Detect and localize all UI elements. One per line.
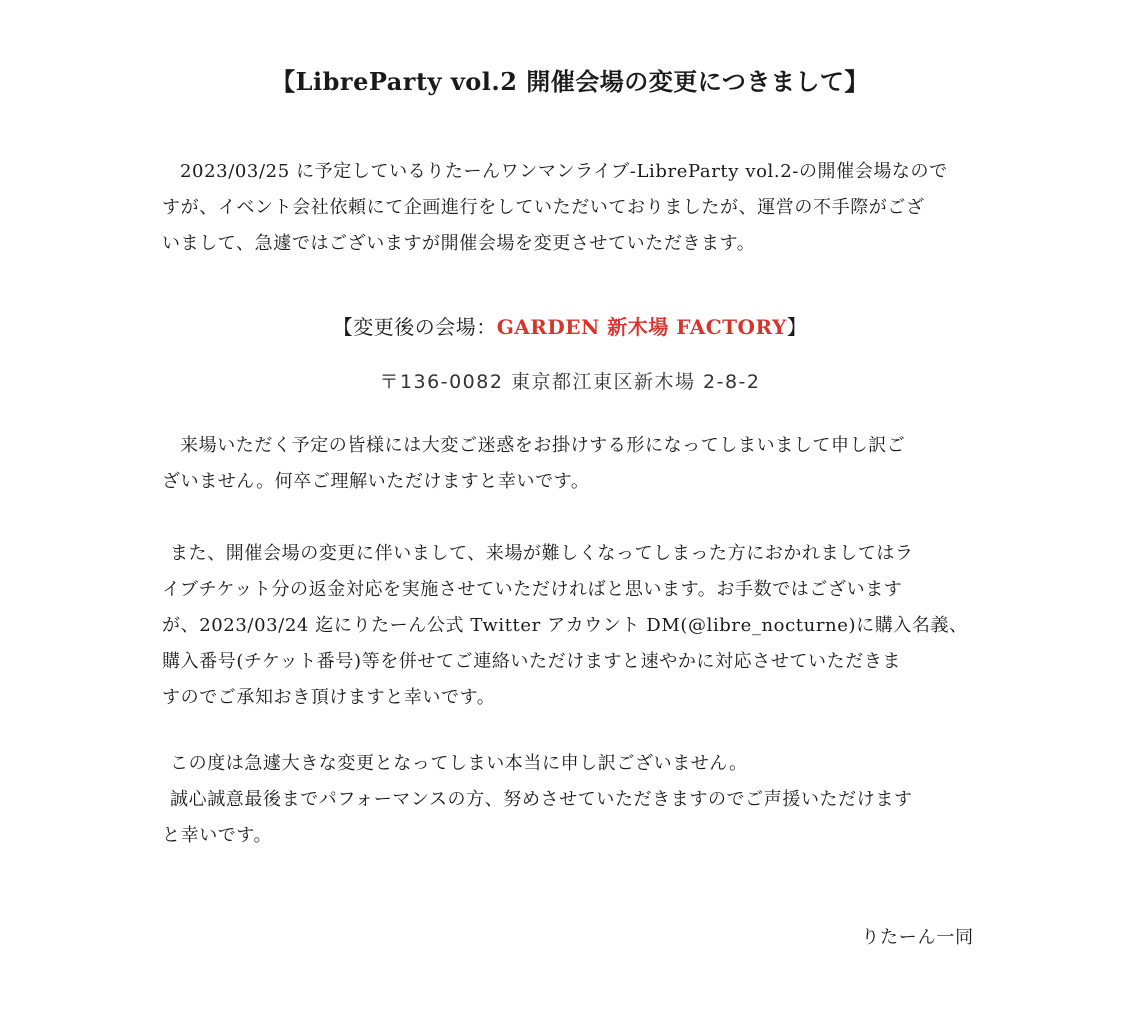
paragraph-line: 誠心誠意最後までパフォーマンスの方、努めさせていただきますのでご声援いただけます [170, 789, 913, 810]
paragraph-line: 2023/03/25 に予定しているりたーんワンマンライブ-LibreParty vol.2-の開催会場なので [180, 161, 948, 182]
paragraph-closing [162, 746, 992, 854]
paragraph-line: この度は急遽大きな変更となってしまい本当に申し訳ございません。 [170, 753, 748, 774]
paragraph-line: と幸いです。 [162, 825, 273, 846]
venue-heading-suffix: 】 [786, 315, 808, 339]
venue-name: GARDEN 新木場 FACTORY [496, 315, 787, 339]
paragraph-refund [162, 536, 992, 716]
paragraph-line: 来場いただく予定の皆様には大変ご迷惑をお掛けする形になってしまいまして申し訳ご [180, 435, 906, 456]
paragraph-line: イブチケット分の返金対応を実施させていただければと思います。お手数ではございます [162, 579, 903, 600]
paragraph-line: 購入番号(チケット番号)等を併せてご連絡いただけますと速やかに対応させていただきま [162, 651, 902, 672]
paragraph-line: すのでご承知おき頂けますと幸いです。 [162, 687, 496, 708]
venue-heading [0, 310, 1140, 344]
page-title: 【LibreParty vol.2 開催会場の変更につきまして】 [271, 67, 869, 96]
venue-address: 〒136-0082 東京都江東区新木場 2-8-2 [379, 371, 761, 393]
paragraph-line: また、開催会場の変更に伴いまして、来場が難しくなってしまった方におかれましてはラ [170, 543, 914, 564]
paragraph-venue-change [162, 154, 992, 262]
paragraph-line: ざいません。何卒ご理解いただけますと幸いです。 [162, 471, 590, 492]
paragraph-apology [162, 428, 992, 500]
venue-heading-prefix: 【変更後の会場： [332, 315, 497, 339]
paragraph-line: が、2023/03/24 迄にりたーん公式 Twitter アカウント DM(@libre_nocturne)に購入名義、 [162, 615, 968, 636]
paragraph-line: いまして、急遽ではございますが開催会場を変更させていただきます。 [162, 233, 756, 254]
signature: りたーん一同 [861, 927, 974, 948]
paragraph-line: すが、イベント会社依頼にて企画進行をしていただいておりましたが、運営の不手際がござ [162, 197, 925, 218]
